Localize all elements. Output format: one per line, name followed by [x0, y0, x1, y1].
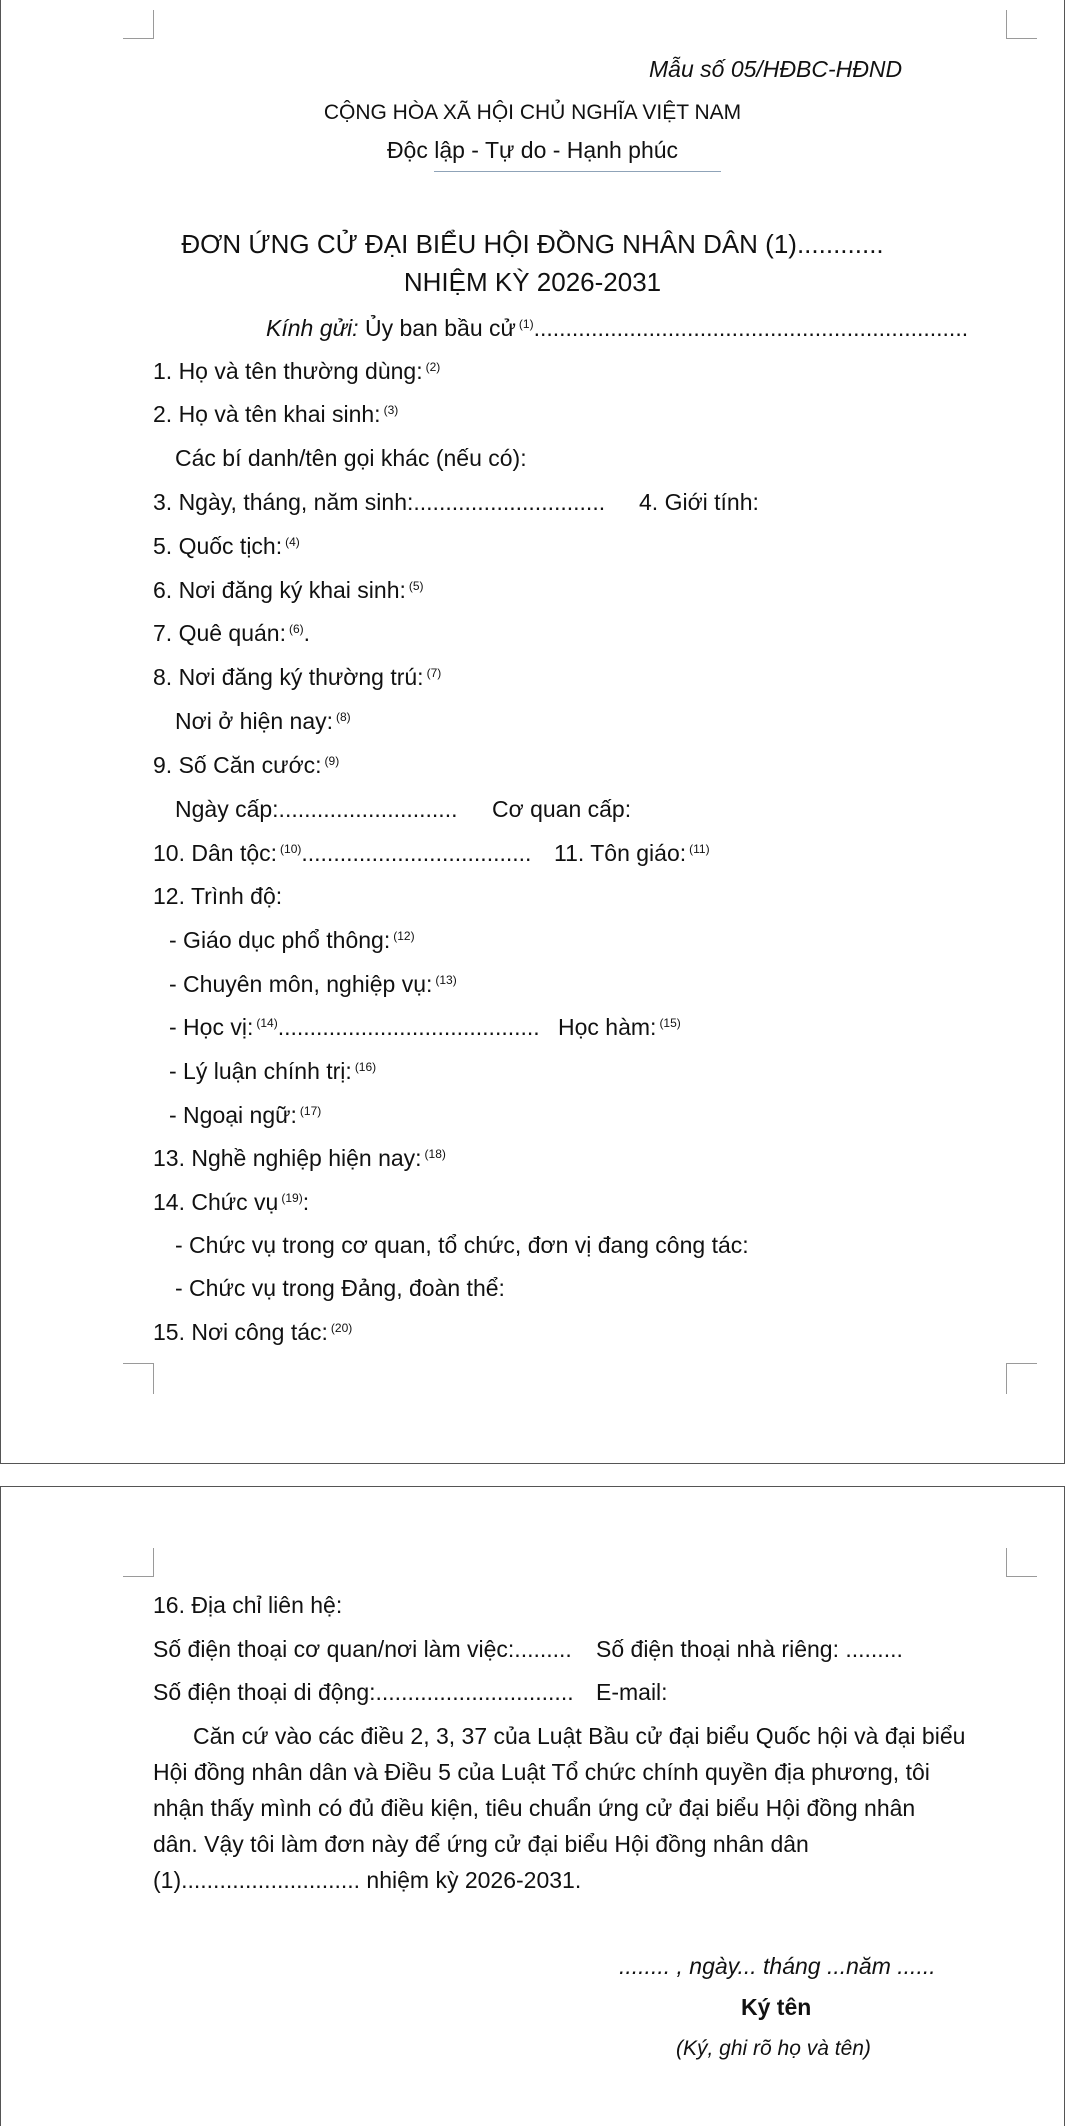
- field-hometown: [153, 619, 310, 647]
- field-mobile-phone: Số điện thoại di động:...............................: [153, 1679, 574, 1705]
- note-ref: (14): [256, 1016, 278, 1030]
- form-code: Mẫu số 05/HĐBC-HĐND: [649, 56, 903, 82]
- field-education: 12. Trình độ:: [153, 883, 283, 909]
- field-ethnicity: [153, 839, 531, 867]
- field-birth-registration: [153, 576, 424, 604]
- field-degree: [169, 1013, 540, 1041]
- signature-date: ........ , ngày... tháng ...năm ......: [619, 1953, 936, 1979]
- label: 6. Nơi đăng ký khai sinh:: [153, 577, 406, 603]
- field-general-education: [169, 926, 415, 954]
- tail: .: [303, 620, 311, 646]
- label: 5. Quốc tịch:: [153, 533, 283, 559]
- field-contact-address: 16. Địa chỉ liên hệ:: [153, 1592, 343, 1618]
- declaration-line-5: (1)............................ nhiệm kỳ 2026-2031.: [153, 1867, 582, 1893]
- note-ref: (9): [324, 754, 340, 768]
- field-political-theory: [169, 1057, 376, 1085]
- label: 9. Số Căn cước:: [153, 752, 322, 778]
- field-nationality: [153, 532, 300, 560]
- note-ref: (17): [299, 1104, 322, 1118]
- field-birth-name: [153, 400, 398, 428]
- signature-label: Ký tên: [741, 1994, 812, 2020]
- addressee-label: Kính gửi:: [266, 315, 359, 341]
- crop-mark-top-left: [123, 10, 154, 39]
- field-office-phone: Số điện thoại cơ quan/nơi làm việc:.........: [153, 1636, 572, 1662]
- nation-header: CỘNG HÒA XÃ HỘI CHỦ NGHĨA VIỆT NAM: [323, 101, 742, 124]
- form-term: NHIỆM KỲ 2026-2031: [403, 267, 662, 297]
- field-position-party: - Chức vụ trong Đảng, đoàn thể:: [175, 1275, 505, 1301]
- addressee-dots: ....................................................................: [533, 315, 969, 341]
- field-religion: [554, 839, 710, 867]
- field-email: E-mail:: [596, 1679, 668, 1705]
- field-common-name: [153, 357, 440, 385]
- field-permanent-residence: [153, 663, 441, 691]
- field-gender: 4. Giới tính:: [639, 489, 759, 515]
- motto: Độc lập - Tự do - Hạnh phúc: [386, 137, 679, 163]
- label: 7. Quê quán:: [153, 620, 286, 646]
- note-ref: (18): [424, 1147, 446, 1161]
- field-birth-date: 3. Ngày, tháng, năm sinh:..............................: [153, 489, 606, 515]
- dots: ....................................: [301, 840, 532, 866]
- label: - Ngoại ngữ:: [169, 1102, 297, 1128]
- label: - Lý luận chính trị:: [169, 1058, 352, 1084]
- note-ref: (16): [354, 1060, 377, 1074]
- label: 11. Tôn giáo:: [554, 840, 687, 866]
- note-ref: (5): [408, 579, 424, 593]
- note-ref: (20): [330, 1321, 353, 1335]
- note-ref: (8): [336, 710, 351, 724]
- label: 1. Họ và tên thường dùng:: [153, 358, 423, 384]
- label: 15. Nơi công tác:: [153, 1319, 328, 1345]
- form-title: ĐƠN ỨNG CỬ ĐẠI BIỂU HỘI ĐỒNG NHÂN DÂN (1)............: [181, 229, 884, 259]
- addressee: [266, 314, 968, 342]
- field-workplace: [153, 1318, 352, 1346]
- crop-mark-top-left: [123, 1548, 154, 1577]
- note-ref: (10): [280, 842, 302, 856]
- label: Nơi ở hiện nay:: [175, 708, 334, 734]
- note-ref: (3): [383, 403, 399, 417]
- note-ref: (7): [426, 666, 442, 680]
- note-ref: (15): [659, 1016, 681, 1030]
- motto-underline: [434, 171, 721, 172]
- label: 8. Nơi đăng ký thường trú:: [153, 664, 424, 690]
- note-ref: (1): [518, 317, 534, 331]
- field-current-residence: [175, 707, 351, 735]
- field-academic-title: [558, 1013, 681, 1041]
- form-page-2: [0, 1486, 1065, 2126]
- addressee-text: Ủy ban bầu cử: [364, 315, 516, 341]
- field-issuing-authority: Cơ quan cấp:: [492, 796, 632, 822]
- crop-mark-top-right: [1006, 10, 1037, 39]
- note-ref: (2): [425, 360, 441, 374]
- field-position: [153, 1188, 309, 1216]
- page-gap: [0, 1464, 1065, 1486]
- label: - Giáo dục phổ thông:: [169, 927, 391, 953]
- declaration-line-2: Hội đồng nhân dân và Điều 5 của Luật Tổ chức chính quyền địa phương, tôi: [153, 1759, 930, 1785]
- field-id-number: [153, 751, 339, 779]
- field-position-org: - Chức vụ trong cơ quan, tổ chức, đơn vị đang công tác:: [175, 1232, 749, 1258]
- field-occupation: [153, 1144, 446, 1172]
- label: 10. Dân tộc:: [153, 840, 278, 866]
- label: 14. Chức vụ: [153, 1189, 279, 1215]
- label: 2. Họ và tên khai sinh:: [153, 401, 381, 427]
- note-ref: (12): [393, 929, 415, 943]
- label: 13. Nghề nghiệp hiện nay:: [153, 1145, 422, 1171]
- crop-mark-bottom-right: [1006, 1363, 1037, 1394]
- crop-mark-bottom-left: [123, 1363, 154, 1394]
- note-ref: (4): [285, 535, 300, 549]
- dots: .........................................: [277, 1014, 540, 1040]
- field-issue-date: Ngày cấp:............................: [175, 796, 458, 822]
- declaration-line-1: Căn cứ vào các điều 2, 3, 37 của Luật Bầu cử đại biểu Quốc hội và đại biểu: [193, 1723, 966, 1749]
- declaration-line-4: dân. Vậy tôi làm đơn này để ứng cử đại biểu Hội đồng nhân dân: [153, 1831, 809, 1857]
- note-ref: (11): [689, 842, 710, 856]
- field-profession: [169, 970, 457, 998]
- field-home-phone: Số điện thoại nhà riêng: .........: [596, 1636, 903, 1662]
- crop-mark-top-right: [1006, 1548, 1037, 1577]
- tail: :: [302, 1189, 310, 1215]
- field-aliases: Các bí danh/tên gọi khác (nếu có):: [175, 445, 527, 471]
- label: - Chuyên môn, nghiệp vụ:: [169, 971, 433, 997]
- note-ref: (6): [289, 622, 304, 636]
- label: Học hàm:: [558, 1014, 657, 1040]
- note-ref: (13): [435, 973, 457, 987]
- signature-note: (Ký, ghi rõ họ và tên): [676, 2037, 871, 2060]
- label: - Học vị:: [169, 1014, 254, 1040]
- note-ref: (19): [281, 1191, 303, 1205]
- field-foreign-language: [169, 1101, 321, 1129]
- declaration-line-3: nhận thấy mình có đủ điều kiện, tiêu chuẩn ứng cử đại biểu Hội đồng nhân: [153, 1795, 916, 1821]
